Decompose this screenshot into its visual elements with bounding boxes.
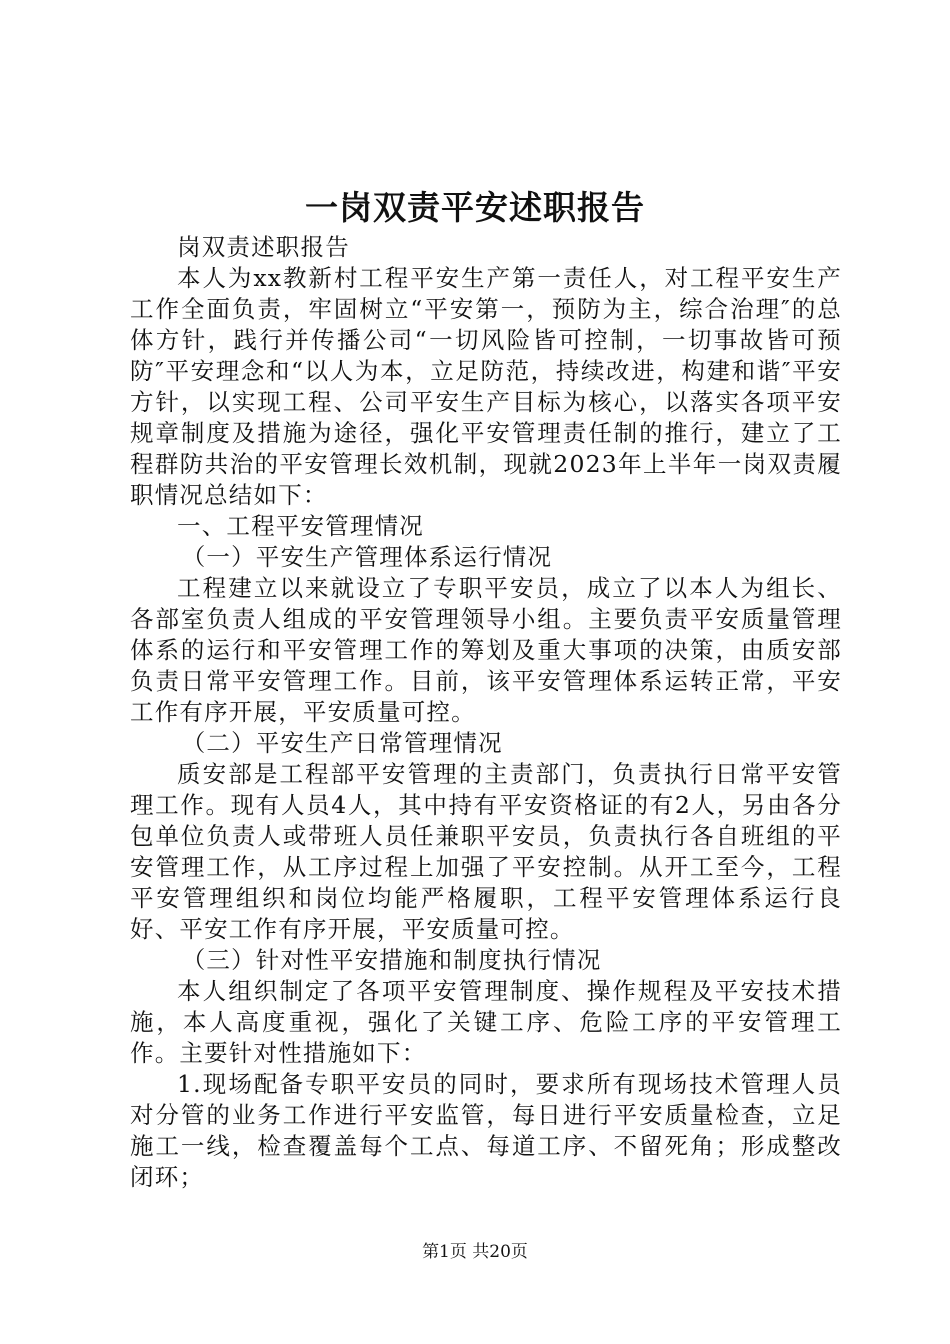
list-item-1: 1.现场配备专职平安员的同时，要求所有现场技术管理人员对分管的业务工作进行平安监管，每日进行平安质量检查，立足施工一线，检查覆盖每个工点、每道工序、不留死角；形成整改闭环；	[130, 1070, 842, 1191]
document-body	[130, 232, 842, 1193]
paragraph-subsection-2: 质安部是工程部平安管理的主责部门，负责执行日常平安管理工作。现有人员4人，其中持有平安资格证的有2人，另由各分包单位负责人或带班人员任兼职平安员，负责执行各自班组的平安管理工作，从工序过程上加强了平安控制。从开工至今，工程平安管理组织和岗位均能严格履职，工程平安管理体系运行良好、平安工作有序开展，平安质量可控。	[130, 760, 842, 943]
page-title: 一岗双责平安述职报告	[305, 188, 645, 227]
paragraph-subsection-1: 工程建立以来就设立了专职平安员，成立了以本人为组长、各部室负责人组成的平安管理领导小组。主要负责平安质量管理体系的运行和平安管理工作的筹划及重大事项的决策，由质安部负责日常平安管理工作。目前，该平安管理体系运转正常，平安工作有序开展，平安质量可控。	[130, 574, 842, 726]
paragraph-intro: 本人为xx教新村工程平安生产第一责任人，对工程平安生产工作全面负责，牢固树立“平安第一，预防为主，综合治理″的总体方针，践行并传播公司“一切风险皆可控制，一切事故皆可预防″平安理念和“以人为本，立足防范，持续改进，构建和谐″平安方针，以实现工程、公司平安生产目标为核心，以落实各项平安规章制度及措施为途径，强化平安管理责任制的推行，建立了工程群防共治的平安管理长效机制，现就2023年上半年一岗双责履职情况总结如下：	[130, 264, 842, 509]
subsection-heading-2: （二）平安生产日常管理情况	[181, 729, 503, 757]
page-number-footer: 第1页 共20页	[422, 1242, 528, 1262]
section-heading-1: 一、工程平安管理情况	[177, 512, 424, 540]
subsection-heading-1: （一）平安生产管理体系运行情况	[181, 543, 553, 571]
paragraph-intro-heading: 岗双责述职报告	[177, 233, 350, 261]
paragraph-subsection-3: 本人组织制定了各项平安管理制度、操作规程及平安技术措施，本人高度重视，强化了关键工序、危险工序的平安管理工作。主要针对性措施如下：	[130, 977, 842, 1067]
subsection-heading-3: （三）针对性平安措施和制度执行情况	[181, 946, 602, 974]
